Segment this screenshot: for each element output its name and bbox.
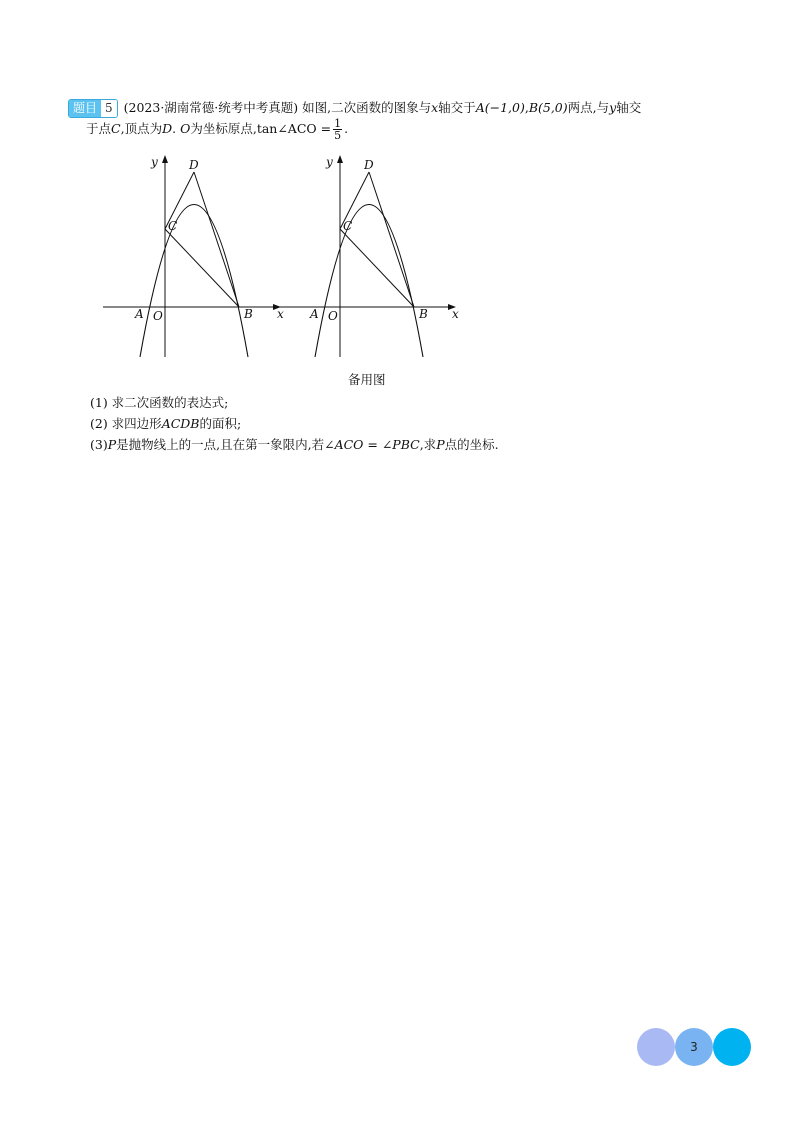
point-c: C — [111, 121, 121, 136]
page-indicator — [637, 1028, 751, 1068]
label-b: B — [244, 307, 253, 321]
label-c: C — [343, 219, 353, 233]
figure-caption: 备用图 — [348, 372, 386, 387]
question-3 — [90, 434, 499, 455]
problem-tag — [68, 99, 118, 118]
problem-source: (2023·湖南常德·统考中考真题) — [123, 100, 299, 115]
separator: , — [524, 100, 529, 115]
problem-text: 两点,与 — [567, 100, 610, 115]
problem-statement — [68, 98, 728, 141]
point-d: D — [162, 121, 173, 136]
problem-text: ,顶点为 — [120, 121, 163, 136]
problem-tag-label: 题目 — [69, 100, 101, 117]
fraction-numerator: 1 — [334, 117, 342, 130]
problem-tag-number: 5 — [101, 100, 117, 117]
figure-spare — [273, 152, 463, 366]
tan-expression: tan∠ACO = — [256, 121, 332, 136]
label-x: x — [277, 307, 284, 321]
question-1: (1) 求二次函数的表达式; — [90, 395, 229, 410]
label-a: A — [135, 307, 144, 321]
label-b: B — [419, 307, 428, 321]
decor-circle — [637, 1028, 675, 1066]
fraction-denominator: 5 — [334, 129, 342, 142]
point-a: A(−1,0) — [475, 100, 525, 115]
question-text: 点的坐标. — [444, 437, 499, 452]
decor-circle — [713, 1028, 751, 1066]
label-x: x — [452, 307, 459, 321]
problem-text: . — [344, 121, 349, 136]
question-text: (3) — [90, 437, 108, 452]
problem-text: . — [172, 121, 177, 136]
point-b: B(5,0) — [528, 100, 568, 115]
x-variable: x — [431, 100, 439, 115]
label-y: y — [151, 155, 158, 169]
parabola-figure — [98, 152, 288, 362]
label-a: A — [310, 307, 319, 321]
point-p: P — [436, 437, 445, 452]
problem-text: 如图,二次函数的图象与 — [298, 100, 432, 115]
angle-condition: ∠ACO = ∠PBC — [324, 437, 420, 452]
page-number: 3 — [690, 1040, 698, 1054]
question-text: (2) 求四边形 — [90, 416, 162, 431]
question-2 — [90, 413, 499, 434]
problem-line-2 — [68, 118, 728, 141]
label-o: O — [153, 309, 163, 323]
problem-text: 轴交于 — [438, 100, 476, 115]
label-c: C — [168, 219, 178, 233]
fraction — [333, 118, 342, 141]
label-d: D — [364, 158, 374, 172]
question-text: 的面积; — [199, 416, 242, 431]
question-list — [90, 392, 499, 455]
y-variable: y — [609, 100, 617, 115]
problem-text: 为坐标原点, — [190, 121, 257, 136]
problem-text: 于点 — [86, 121, 112, 136]
problem-text: 轴交 — [616, 100, 642, 115]
label-y: y — [326, 155, 333, 169]
question-text: 是抛物线上的一点,且在第一象限内,若 — [116, 437, 325, 452]
question-text: ,求 — [419, 437, 437, 452]
point-o: O — [180, 121, 191, 136]
figure-main — [98, 152, 288, 366]
label-o: O — [328, 309, 338, 323]
label-d: D — [189, 158, 199, 172]
quadrilateral-name: ACDB — [161, 416, 200, 431]
point-p: P — [107, 437, 117, 452]
parabola-figure-spare — [273, 152, 463, 362]
